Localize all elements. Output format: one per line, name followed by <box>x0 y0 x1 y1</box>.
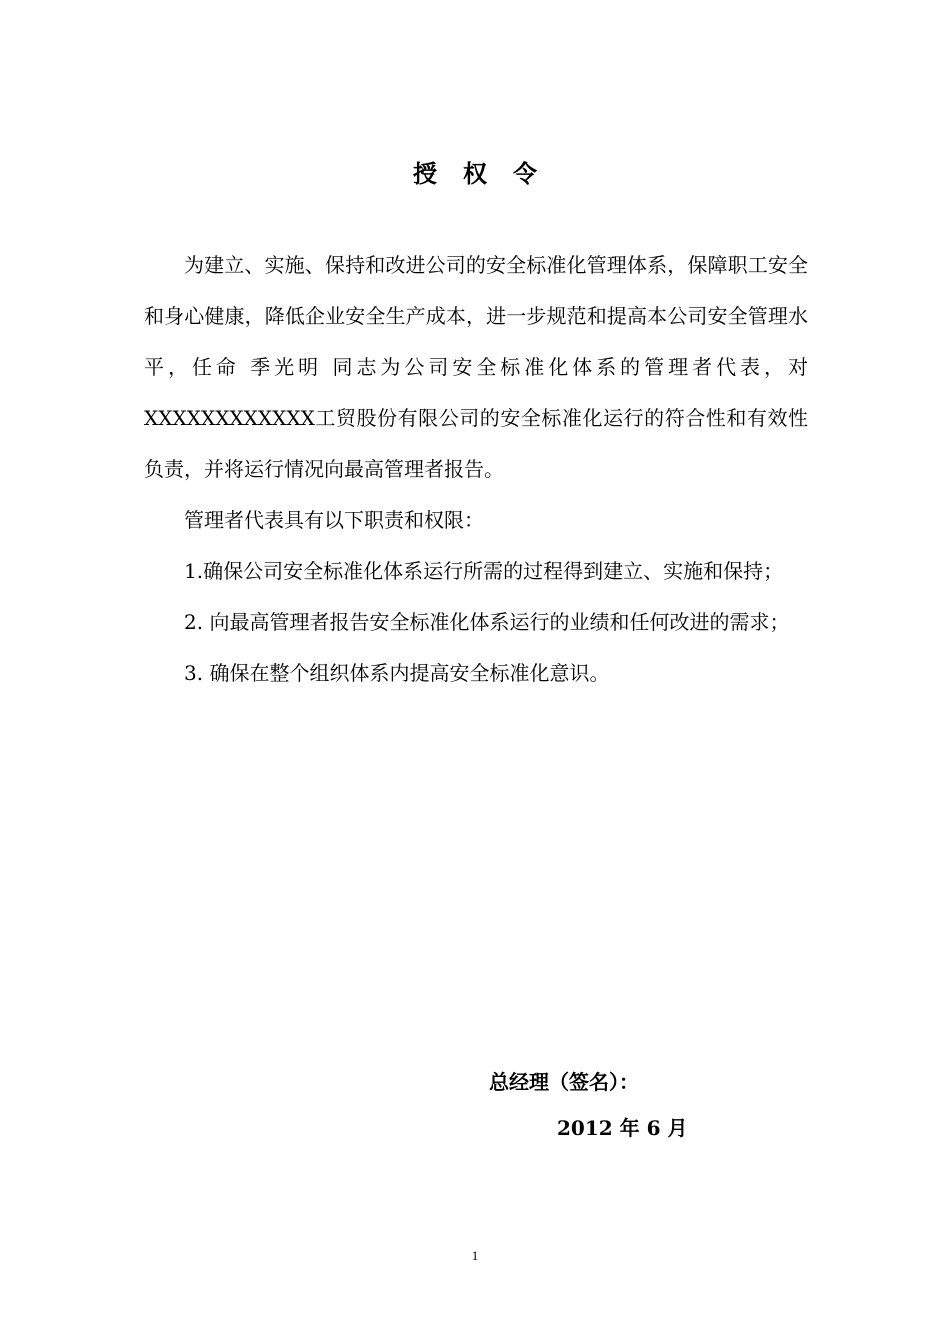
page-number: 1 <box>471 1248 479 1263</box>
document-title: 授权令 <box>413 159 563 188</box>
paragraph-intro: 为建立、实施、保持和改进公司的安全标准化管理体系，保障职工安全和身心健康，降低企业安全生产成本，进一步规范和提高本公司安全管理水平，任命 季光明 同志为公司安全标准化体系的管理者代表，对XXXXXXXXXXXX工贸股份有限公司的安全标准化运行的符合性和有效性负责，并将运行情况向最高管理者报告。 <box>144 253 808 481</box>
paragraph-responsibilities-heading: 管理者代表具有以下职责和权限： <box>184 508 484 532</box>
paragraph-item-1: 1.确保公司安全标准化体系运行所需的过程得到建立、实施和保持； <box>184 559 784 583</box>
document-body <box>144 240 808 699</box>
document-date: 2012 年 6 月 <box>557 1116 688 1140</box>
paragraph-item-2: 2. 向最高管理者报告安全标准化体系运行的业绩和任何改进的需求； <box>184 610 790 634</box>
paragraph-item-3: 3. 确保在整个组织体系内提高安全标准化意识。 <box>184 661 610 685</box>
signature-label: 总经理（签名）： <box>489 1070 639 1094</box>
